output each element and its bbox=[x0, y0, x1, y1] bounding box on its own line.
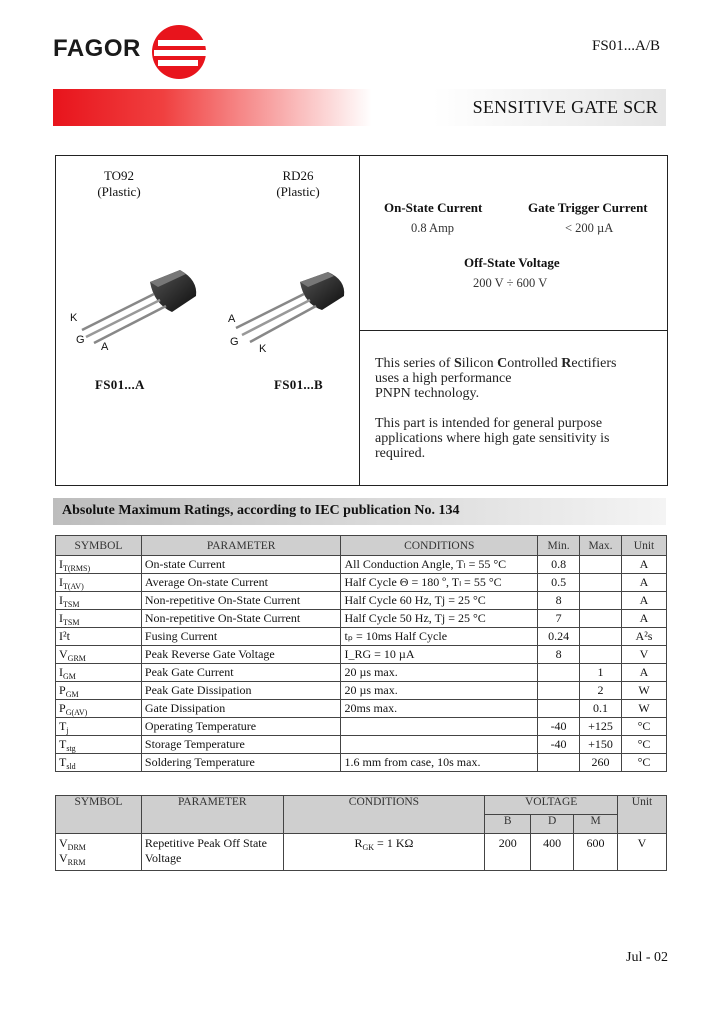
cell-unit: W bbox=[622, 682, 667, 700]
cell-min: 7 bbox=[538, 610, 580, 628]
col-unit: Unit bbox=[622, 536, 667, 556]
cell-parameter: Non-repetitive On-State Current bbox=[141, 610, 341, 628]
cell-conditions: 20 µs max. bbox=[341, 664, 538, 682]
to92-package-image bbox=[68, 260, 218, 355]
cell-parameter: On-state Current bbox=[141, 556, 341, 574]
gate-trigger-current-value: < 200 µA bbox=[565, 221, 614, 235]
section-title: Absolute Maximum Ratings, according to IEC publication No. 134 bbox=[62, 503, 460, 518]
voltage-unit: V bbox=[618, 834, 667, 871]
cell-min: 0.24 bbox=[538, 628, 580, 646]
cell-conditions: 1.6 mm from case, 10s max. bbox=[341, 754, 538, 772]
cell-unit: A bbox=[622, 592, 667, 610]
cell-conditions bbox=[341, 718, 538, 736]
cell-conditions: I_RG = 10 µA bbox=[341, 646, 538, 664]
vcol-unit: Unit bbox=[618, 796, 667, 834]
part-fs01-a: FS01...A bbox=[95, 377, 145, 392]
cell-conditions: Half Cycle Θ = 180 º, Tₗ = 55 °C bbox=[341, 574, 538, 592]
voltage-symbol-cell: $V_{DRM}$ $V_{RRM}$ bbox=[56, 834, 142, 871]
cell-min: 8 bbox=[538, 646, 580, 664]
cell-symbol: $T_{stg}$ bbox=[56, 736, 142, 754]
cell-min bbox=[538, 754, 580, 772]
cell-symbol: $I_{TSM}$ bbox=[56, 610, 142, 628]
cell-unit: A bbox=[622, 556, 667, 574]
cell-conditions: 20 µs max. bbox=[341, 682, 538, 700]
description-paragraph-1: This series of Silicon Controlled Rectifiers uses a high performance PNPN technology. bbox=[375, 356, 617, 401]
gate-trigger-current-label: Gate Trigger Current bbox=[528, 200, 648, 215]
rd26-pin-a: A bbox=[228, 313, 236, 325]
vcol-voltage: VOLTAGE bbox=[485, 796, 618, 815]
table-row bbox=[56, 556, 667, 574]
cell-parameter: Fusing Current bbox=[141, 628, 341, 646]
on-state-current-label: On-State Current bbox=[384, 200, 483, 215]
cell-parameter: Operating Temperature bbox=[141, 718, 341, 736]
vcol-b: B bbox=[485, 815, 531, 834]
cell-symbol: $T_j$ bbox=[56, 718, 142, 736]
cell-conditions: All Conduction Angle, Tₗ = 55 °C bbox=[341, 556, 538, 574]
off-state-voltage-label: Off-State Voltage bbox=[464, 255, 560, 270]
to92-pin-k: K bbox=[70, 312, 78, 324]
table-row bbox=[56, 592, 667, 610]
package-to92-label: TO92 (Plastic) bbox=[97, 168, 141, 199]
table-row bbox=[56, 610, 667, 628]
cell-parameter: Peak Reverse Gate Voltage bbox=[141, 646, 341, 664]
cell-parameter: Peak Gate Current bbox=[141, 664, 341, 682]
part-code: FS01...A/B bbox=[592, 38, 660, 54]
cell-parameter: Gate Dissipation bbox=[141, 700, 341, 718]
voltage-header-row bbox=[56, 796, 667, 815]
cell-conditions: Half Cycle 50 Hz, Tj = 25 °C bbox=[341, 610, 538, 628]
cell-unit: °C bbox=[622, 754, 667, 772]
cell-symbol: $P_{G(AV)}$ bbox=[56, 700, 142, 718]
cell-min: 0.8 bbox=[538, 556, 580, 574]
voltage-value-d: 400 bbox=[531, 834, 574, 871]
cell-conditions bbox=[341, 736, 538, 754]
cell-unit: V bbox=[622, 646, 667, 664]
rd26-pin-k: K bbox=[259, 343, 267, 355]
cell-min bbox=[538, 664, 580, 682]
cell-max: 2 bbox=[580, 682, 622, 700]
col-max: Max. bbox=[580, 536, 622, 556]
cell-max bbox=[580, 628, 622, 646]
col-conditions: CONDITIONS bbox=[341, 536, 538, 556]
package-rd26-label: RD26 (Plastic) bbox=[276, 168, 320, 199]
cell-max: +150 bbox=[580, 736, 622, 754]
cell-parameter: Storage Temperature bbox=[141, 736, 341, 754]
cell-unit: W bbox=[622, 700, 667, 718]
table-row bbox=[56, 574, 667, 592]
vcol-parameter: PARAMETER bbox=[141, 796, 283, 834]
max-ratings-table bbox=[55, 535, 667, 772]
rd26-pin-g: G bbox=[230, 336, 239, 348]
rd26-package-image bbox=[224, 264, 364, 354]
cell-symbol: $T_{sld}$ bbox=[56, 754, 142, 772]
cell-max bbox=[580, 592, 622, 610]
description-paragraph-2: This part is intended for general purpose applications where high gate sensitivity is required. bbox=[375, 416, 610, 461]
cell-min: -40 bbox=[538, 736, 580, 754]
cell-max: 260 bbox=[580, 754, 622, 772]
cell-min: 0.5 bbox=[538, 574, 580, 592]
cell-conditions: 20ms max. bbox=[341, 700, 538, 718]
cell-max bbox=[580, 610, 622, 628]
footer-date: Jul - 02 bbox=[626, 950, 668, 965]
cell-unit: °C bbox=[622, 718, 667, 736]
on-state-current-value: 0.8 Amp bbox=[411, 221, 455, 235]
voltage-value-m: 600 bbox=[574, 834, 618, 871]
table-row bbox=[56, 700, 667, 718]
cell-conditions: tₚ = 10ms Half Cycle bbox=[341, 628, 538, 646]
brand-logo-icon bbox=[148, 24, 210, 80]
cell-symbol: $I_{T(RMS)}$ bbox=[56, 556, 142, 574]
cell-unit: A bbox=[622, 610, 667, 628]
col-min: Min. bbox=[538, 536, 580, 556]
table-row bbox=[56, 718, 667, 736]
vcol-m: M bbox=[574, 815, 618, 834]
cell-max: 0.1 bbox=[580, 700, 622, 718]
cell-max: 1 bbox=[580, 664, 622, 682]
page-title: SENSITIVE GATE SCR bbox=[472, 97, 658, 117]
cell-unit: °C bbox=[622, 736, 667, 754]
table-row bbox=[56, 754, 667, 772]
voltage-condition-cell: $R_{GK} = 1$ KΩ bbox=[283, 834, 485, 871]
cell-unit: A²s bbox=[622, 628, 667, 646]
cell-symbol: I²t bbox=[56, 628, 142, 646]
cell-min bbox=[538, 700, 580, 718]
cell-unit: A bbox=[622, 664, 667, 682]
cell-symbol: $P_{GM}$ bbox=[56, 682, 142, 700]
voltage-data-row bbox=[56, 834, 667, 871]
cell-symbol: $I_{TSM}$ bbox=[56, 592, 142, 610]
cell-min: 8 bbox=[538, 592, 580, 610]
cell-parameter: Peak Gate Dissipation bbox=[141, 682, 341, 700]
cell-unit: A bbox=[622, 574, 667, 592]
cell-min bbox=[538, 682, 580, 700]
voltage-parameter-cell: Repetitive Peak Off State Voltage bbox=[141, 834, 283, 871]
cell-parameter: Non-repetitive On-State Current bbox=[141, 592, 341, 610]
part-fs01-b: FS01...B bbox=[274, 377, 323, 392]
to92-pin-a: A bbox=[101, 341, 109, 353]
vcol-d: D bbox=[531, 815, 574, 834]
col-parameter: PARAMETER bbox=[141, 536, 341, 556]
brand-logo-text: FAGOR bbox=[53, 35, 141, 62]
cell-max bbox=[580, 556, 622, 574]
cell-parameter: Soldering Temperature bbox=[141, 754, 341, 772]
table-row bbox=[56, 682, 667, 700]
cell-symbol: $I_{T(AV)}$ bbox=[56, 574, 142, 592]
voltage-value-b: 200 bbox=[485, 834, 531, 871]
vcol-conditions: CONDITIONS bbox=[283, 796, 485, 834]
cell-symbol: $I_{GM}$ bbox=[56, 664, 142, 682]
cell-max bbox=[580, 574, 622, 592]
table-row bbox=[56, 664, 667, 682]
to92-pin-g: G bbox=[76, 334, 85, 346]
voltage-table bbox=[55, 795, 667, 871]
table-header-row bbox=[56, 536, 667, 556]
cell-symbol: $V_{GRM}$ bbox=[56, 646, 142, 664]
cell-max: +125 bbox=[580, 718, 622, 736]
vcol-symbol: SYMBOL bbox=[56, 796, 142, 834]
cell-parameter: Average On-state Current bbox=[141, 574, 341, 592]
cell-max bbox=[580, 646, 622, 664]
cell-conditions: Half Cycle 60 Hz, Tj = 25 °C bbox=[341, 592, 538, 610]
off-state-voltage-value: 200 V ÷ 600 V bbox=[473, 276, 548, 290]
cell-min: -40 bbox=[538, 718, 580, 736]
table-row bbox=[56, 736, 667, 754]
table-row bbox=[56, 628, 667, 646]
table-row bbox=[56, 646, 667, 664]
info-horizontal-divider bbox=[360, 330, 667, 331]
col-symbol: SYMBOL bbox=[56, 536, 142, 556]
